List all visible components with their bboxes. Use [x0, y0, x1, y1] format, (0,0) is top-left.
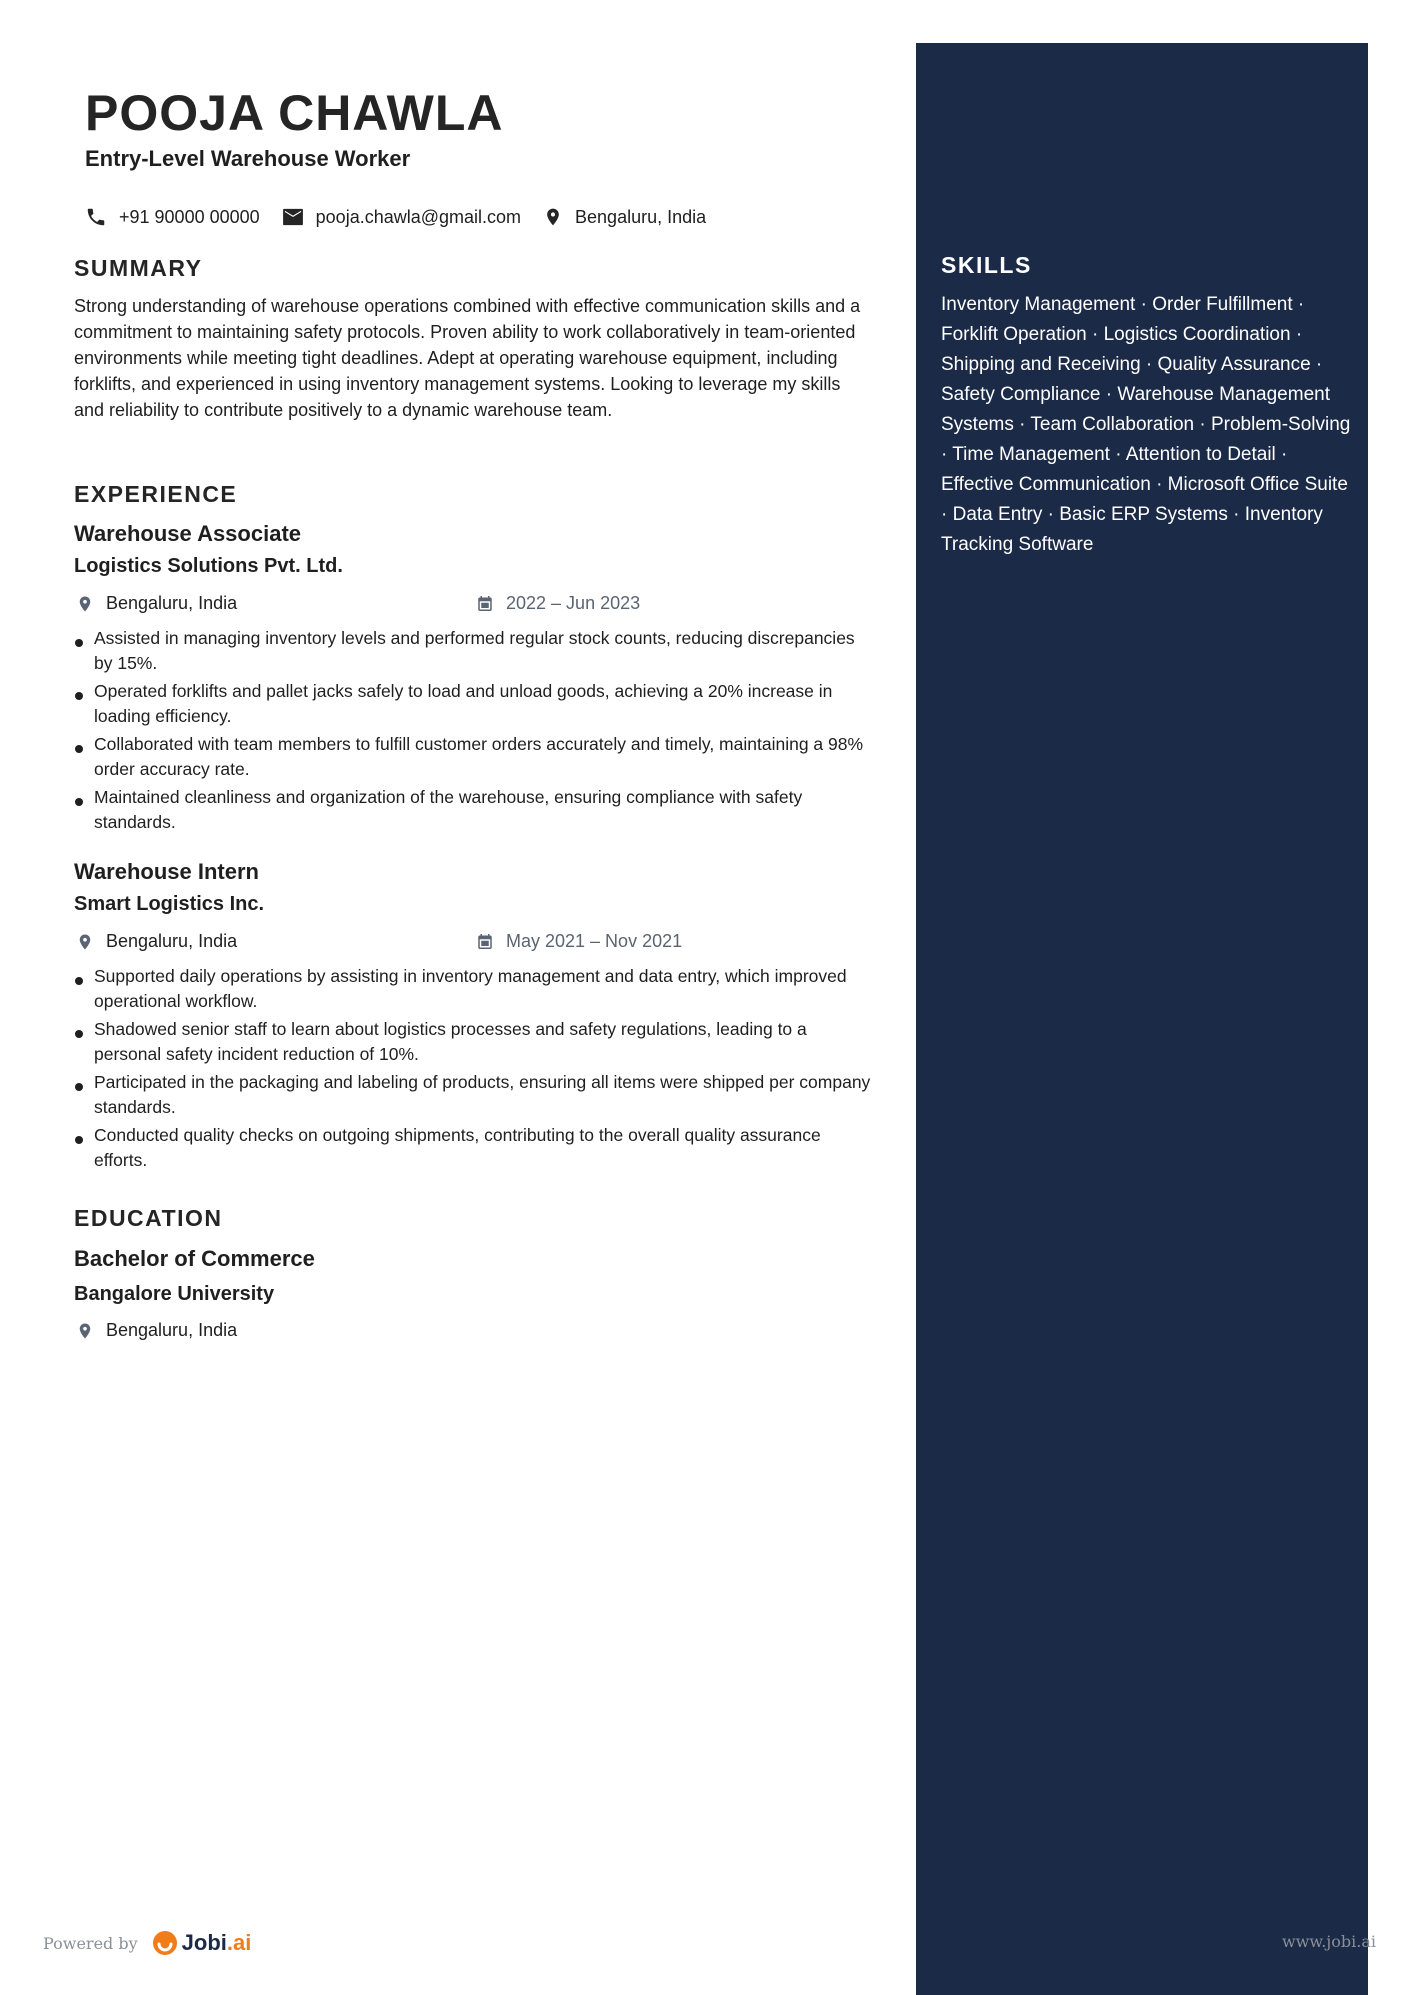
- job-location: [76, 931, 237, 952]
- list-item: Conducted quality checks on outgoing shipments, contributing to the overall quality assurance efforts.: [74, 1123, 874, 1173]
- map-pin-icon: [76, 594, 94, 614]
- education-location: [76, 1320, 237, 1341]
- summary-heading: SUMMARY: [74, 255, 203, 281]
- brand-logo[interactable]: [152, 1930, 252, 1956]
- email-address[interactable]: pooja.chawla@gmail.com: [315, 206, 522, 227]
- education-location-text: Bengaluru, India: [106, 1320, 238, 1340]
- list-item: Assisted in managing inventory levels and performed regular stock counts, reducing discrepancies by 15%.: [74, 626, 874, 676]
- experience-heading: EXPERIENCE: [74, 481, 238, 507]
- contact-row: [85, 204, 728, 230]
- map-pin-icon: [76, 1321, 94, 1341]
- phone-icon: [85, 206, 107, 228]
- candidate-name: POOJA CHAWLA: [85, 85, 504, 141]
- footer-website[interactable]: www.jobi.ai: [1282, 1932, 1376, 1951]
- location-text: Bengaluru, India: [575, 206, 707, 227]
- powered-by-label: Powered by: [43, 1933, 138, 1953]
- map-pin-icon: [76, 932, 94, 952]
- envelope-icon: [282, 208, 304, 226]
- contact-phone: [85, 206, 260, 228]
- brand-suffix: .ai: [226, 1930, 252, 1955]
- jobi-logo-icon: [152, 1930, 178, 1956]
- brand-name: Jobi: [181, 1930, 227, 1955]
- skills-list: Inventory Management · Order Fulfillment · Forklift Operation · Logistics Coordination · Shipping and Receiving · Quality Assurance · Safety Compliance · Warehouse Management Systems · Team Collaboration · Problem-Solving · Time Management · Attention to Detail · Effective Communication · Microsoft Office Suite · Data Entry · Basic ERP Systems · Inventory Tracking Software: [941, 294, 1351, 555]
- footer-branding: [43, 1930, 251, 1956]
- job-company: Logistics Solutions Pvt. Ltd.: [74, 555, 343, 577]
- list-item: Operated forklifts and pallet jacks safely to load and unload goods, achieving a 20% increase in loading efficiency.: [74, 679, 874, 729]
- job-title: Warehouse Associate: [74, 521, 302, 546]
- job-company: Smart Logistics Inc.: [74, 893, 265, 915]
- contact-email: [282, 207, 521, 228]
- contact-location: [543, 206, 706, 228]
- phone-number[interactable]: +91 90000 00000: [119, 206, 260, 227]
- summary-text: Strong understanding of warehouse operations combined with effective communication skills and a commitment to maintaining safety protocols. Proven ability to work collaboratively in team-oriented environments while meeting tight deadlines. Adept at operating warehouse equipment, including forklifts, and experienced in using inventory management systems. Looking to leverage my skills and reliability to contribute positively to a dynamic warehouse team.: [74, 296, 861, 420]
- list-item: Shadowed senior staff to learn about logistics processes and safety regulations, leading to a personal safety incident reduction of 10%.: [74, 1017, 874, 1067]
- job-location: [76, 593, 237, 614]
- job-dates: [476, 593, 640, 614]
- job-dates: [476, 931, 682, 952]
- job-dates-text: 2022 – Jun 2023: [506, 593, 641, 613]
- sidebar: [916, 43, 1368, 1995]
- education-heading: EDUCATION: [74, 1205, 223, 1231]
- education-school: Bangalore University: [74, 1283, 275, 1305]
- skills-heading: SKILLS: [941, 252, 1032, 278]
- calendar-icon: [476, 932, 494, 951]
- job-location-text: Bengaluru, India: [106, 931, 238, 951]
- list-item: Supported daily operations by assisting in inventory management and data entry, which improved operational workflow.: [74, 964, 874, 1014]
- education-degree: Bachelor of Commerce: [74, 1246, 315, 1271]
- list-item: Maintained cleanliness and organization of the warehouse, ensuring compliance with safety standards.: [74, 785, 874, 835]
- list-item: Participated in the packaging and labeling of products, ensuring all items were shipped per company standards.: [74, 1070, 874, 1120]
- job-location-text: Bengaluru, India: [106, 593, 238, 613]
- map-pin-icon: [543, 206, 563, 228]
- candidate-headline: Entry-Level Warehouse Worker: [85, 146, 411, 171]
- job-title: Warehouse Intern: [74, 859, 259, 884]
- list-item: Collaborated with team members to fulfill customer orders accurately and timely, maintaining a 98% order accuracy rate.: [74, 732, 874, 782]
- job-dates-text: May 2021 – Nov 2021: [506, 931, 683, 951]
- calendar-icon: [476, 594, 494, 613]
- job-bullets: [74, 626, 874, 838]
- job-bullets: [74, 964, 874, 1176]
